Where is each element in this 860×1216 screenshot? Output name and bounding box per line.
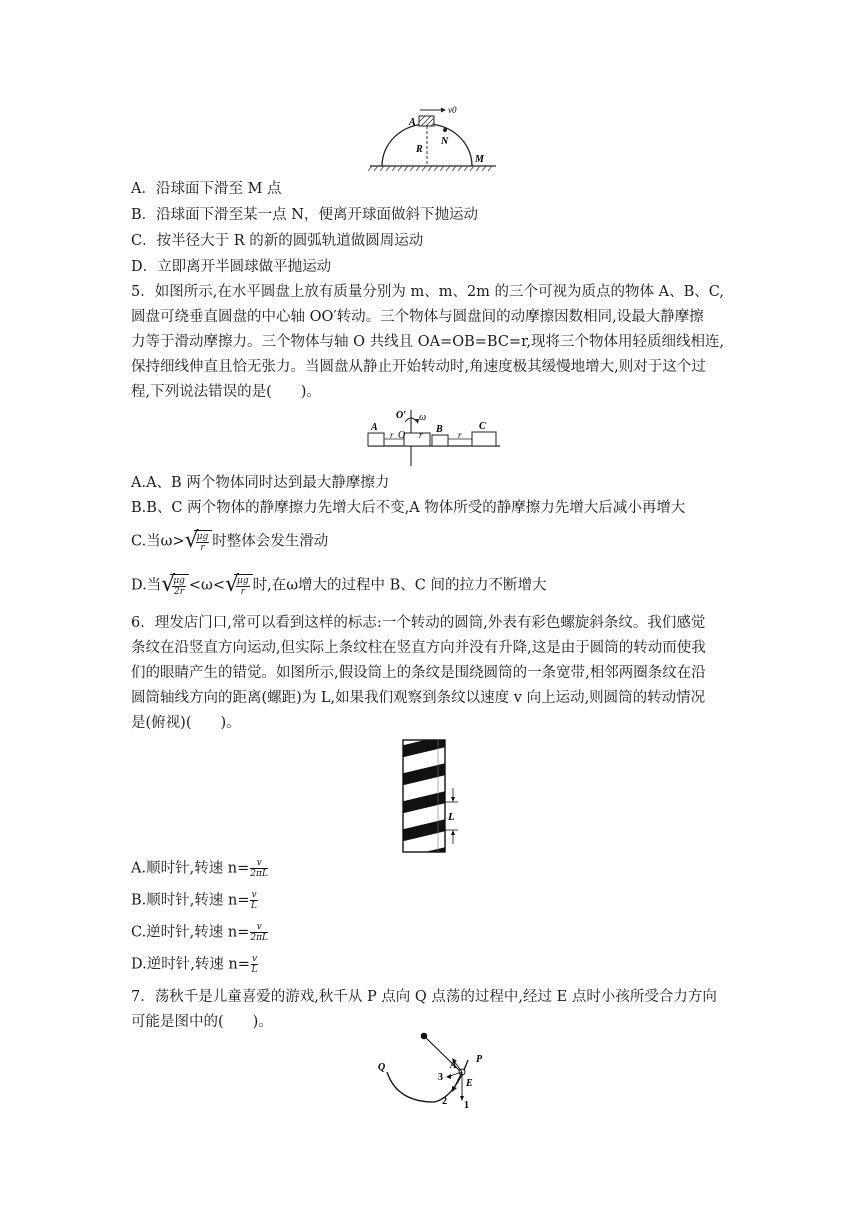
sqrt-symbol: √ $\frac{\mu g}{2r}$ — [161, 574, 189, 597]
q5-stem-line-3: 力等于滑动摩擦力。三个物体与轴 O 共线且 OA=OB=BC=r,现将三个物体用轻质细线相连, — [131, 334, 725, 350]
q6-stem-line-1: 6．理发店门口,常可以看到这样的标志:一个转动的圆筒,外表有彩色螺旋斜条纹。我们感觉 — [131, 615, 706, 631]
q5-option-c-prefix: C.当ω> — [131, 533, 185, 550]
q7-stem-line-1: 7．荡秋千是儿童喜爱的游戏,秋千从 P 点向 Q 点荡的过程中,经过 E 点时小孩所受合力方向 — [131, 989, 717, 1005]
q6-stem-line-2: 条纹在沿竖直方向运动,但实际上条纹柱在竖直方向并没有升降,这是由于圆筒的转动而使我 — [131, 640, 706, 656]
q5-option-d-num1: μg — [173, 576, 185, 586]
q6-option-c-num: v — [250, 922, 268, 933]
q5-option-b: B.B、C 两个物体的静摩擦力先增大后不变,A 物体所受的静摩擦力先增大后减小再增大 — [131, 500, 686, 516]
q6-stem-line-3: 们的眼睛产生的错觉。如图所示,假设筒上的条纹是围绕圆筒的一条宽带,相邻两圈条纹在沿 — [131, 665, 706, 681]
q5-stem-line-4: 保持细线伸直且恰无张力。当圆盘从静止开始转动时,角速度极其缓慢地增大,则对于这个过 — [131, 359, 706, 375]
q5-option-c-den: r — [200, 543, 205, 553]
q5-option-d-suffix: 时,在ω增大的过程中 B、C 间的拉力不断增大 — [252, 577, 547, 594]
q6-option-d-num: v — [251, 954, 258, 964]
q6-option-c-den: 2πL — [250, 933, 269, 943]
q5-label-o-prime: O′ — [396, 410, 407, 421]
q7-label-p: P — [476, 1054, 483, 1065]
q6-option-d-prefix: D.逆时针,转速 n= — [131, 956, 250, 973]
q6-option-a-prefix: A.顺时针,转速 n= — [131, 860, 250, 877]
q6-option-b-prefix: B.顺时针,转速 n= — [131, 892, 250, 909]
sqrt-symbol: √ $\frac{\mu g}{r}$ — [185, 530, 213, 553]
q5-option-d-mid: <ω< — [188, 577, 225, 594]
q6-option-c-prefix: C.逆时针,转速 n= — [131, 924, 250, 941]
q6-option-d-den: L — [251, 965, 258, 975]
sqrt-symbol: √ $\frac{\mu g}{r}$ — [225, 574, 253, 597]
q7-label-e: E — [466, 1078, 473, 1089]
q4-option-a: A．沿球面下滑至 M 点 — [131, 181, 282, 197]
q4-hemisphere-figure — [368, 100, 500, 174]
q5-option-d-den1: 2r — [174, 587, 185, 597]
q4-option-d: D．立即离开半圆球做平抛运动 — [131, 259, 332, 275]
q5-option-d-num2: μg — [236, 576, 249, 586]
q5-label-c: C — [479, 421, 486, 432]
q5-label-b: B — [436, 424, 443, 435]
q6-option-b-num: v — [251, 890, 257, 900]
q7-stem-line-2: 可能是图中的( )。 — [131, 1014, 273, 1030]
q5-stem-line-5: 程,下列说法错误的是( )。 — [131, 384, 321, 400]
q5-option-c-num: μg — [196, 532, 209, 542]
q7-swing-figure — [372, 1030, 497, 1115]
q6-option-a-num: v — [250, 858, 268, 869]
q7-label-3: 3 — [438, 1072, 443, 1083]
q6-option-b — [131, 890, 259, 918]
q5-option-c-suffix: 时整体会发生滑动 — [212, 533, 329, 550]
q6-option-c — [131, 922, 269, 950]
q5-stem-line-2: 圆盘可绕垂直圆盘的中心轴 OO′转动。三个物体与圆盘间的动摩擦因数相同,设最大静摩擦 — [131, 309, 704, 325]
q5-label-a: A — [371, 422, 378, 433]
q6-stem-line-4: 圆筒轴线方向的距离(螺距)为 L,如果我们观察到条纹以速度 v 向上运动,则圆筒的转动情况 — [131, 690, 706, 706]
q5-stem-line-1: 5．如图所示,在水平圆盘上放有质量分别为 m、m、2m 的三个可视为质点的物体 A、B、C, — [131, 284, 724, 300]
q4-label-n: N — [441, 136, 449, 147]
q7-label-q: Q — [378, 1062, 386, 1073]
q5-label-r1: r — [390, 430, 394, 440]
q6-barber-pole-figure — [400, 738, 466, 854]
q6-label-l: L — [448, 811, 455, 823]
q5-option-c — [131, 530, 328, 558]
q6-option-b-den: L — [251, 901, 258, 911]
q5-option-d-prefix: D.当 — [131, 577, 162, 594]
q5-option-d — [131, 574, 547, 602]
q5-label-omega: ω — [419, 412, 427, 423]
q6-option-d — [131, 954, 259, 982]
q4-label-m: M — [475, 154, 484, 165]
q7-label-2: 2 — [442, 1096, 447, 1107]
q5-option-d-den2: r — [240, 587, 245, 597]
q4-label-r: R — [416, 144, 423, 155]
q5-label-o: O — [398, 430, 406, 441]
q5-label-r3: r — [458, 430, 462, 440]
q4-option-c: C．按半径大于 R 的新的圆弧轨道做圆周运动 — [131, 233, 424, 249]
q6-stem-line-5: 是(俯视)( )。 — [131, 715, 241, 731]
q6-option-a-den: 2πL — [250, 869, 268, 879]
q6-option-a — [131, 858, 269, 886]
q5-label-r2: r — [419, 430, 423, 440]
q4-label-a: A — [409, 117, 416, 128]
q4-label-v0: v0 — [448, 105, 457, 115]
q4-option-b: B．沿球面下滑至某一点 N，便离开球面做斜下抛运动 — [131, 207, 478, 223]
q5-option-a: A.A、B 两个物体同时达到最大静摩擦力 — [131, 475, 390, 491]
q7-label-a: A — [450, 1060, 457, 1071]
q5-disc-figure — [360, 408, 505, 468]
q7-label-1: 1 — [464, 1100, 469, 1111]
